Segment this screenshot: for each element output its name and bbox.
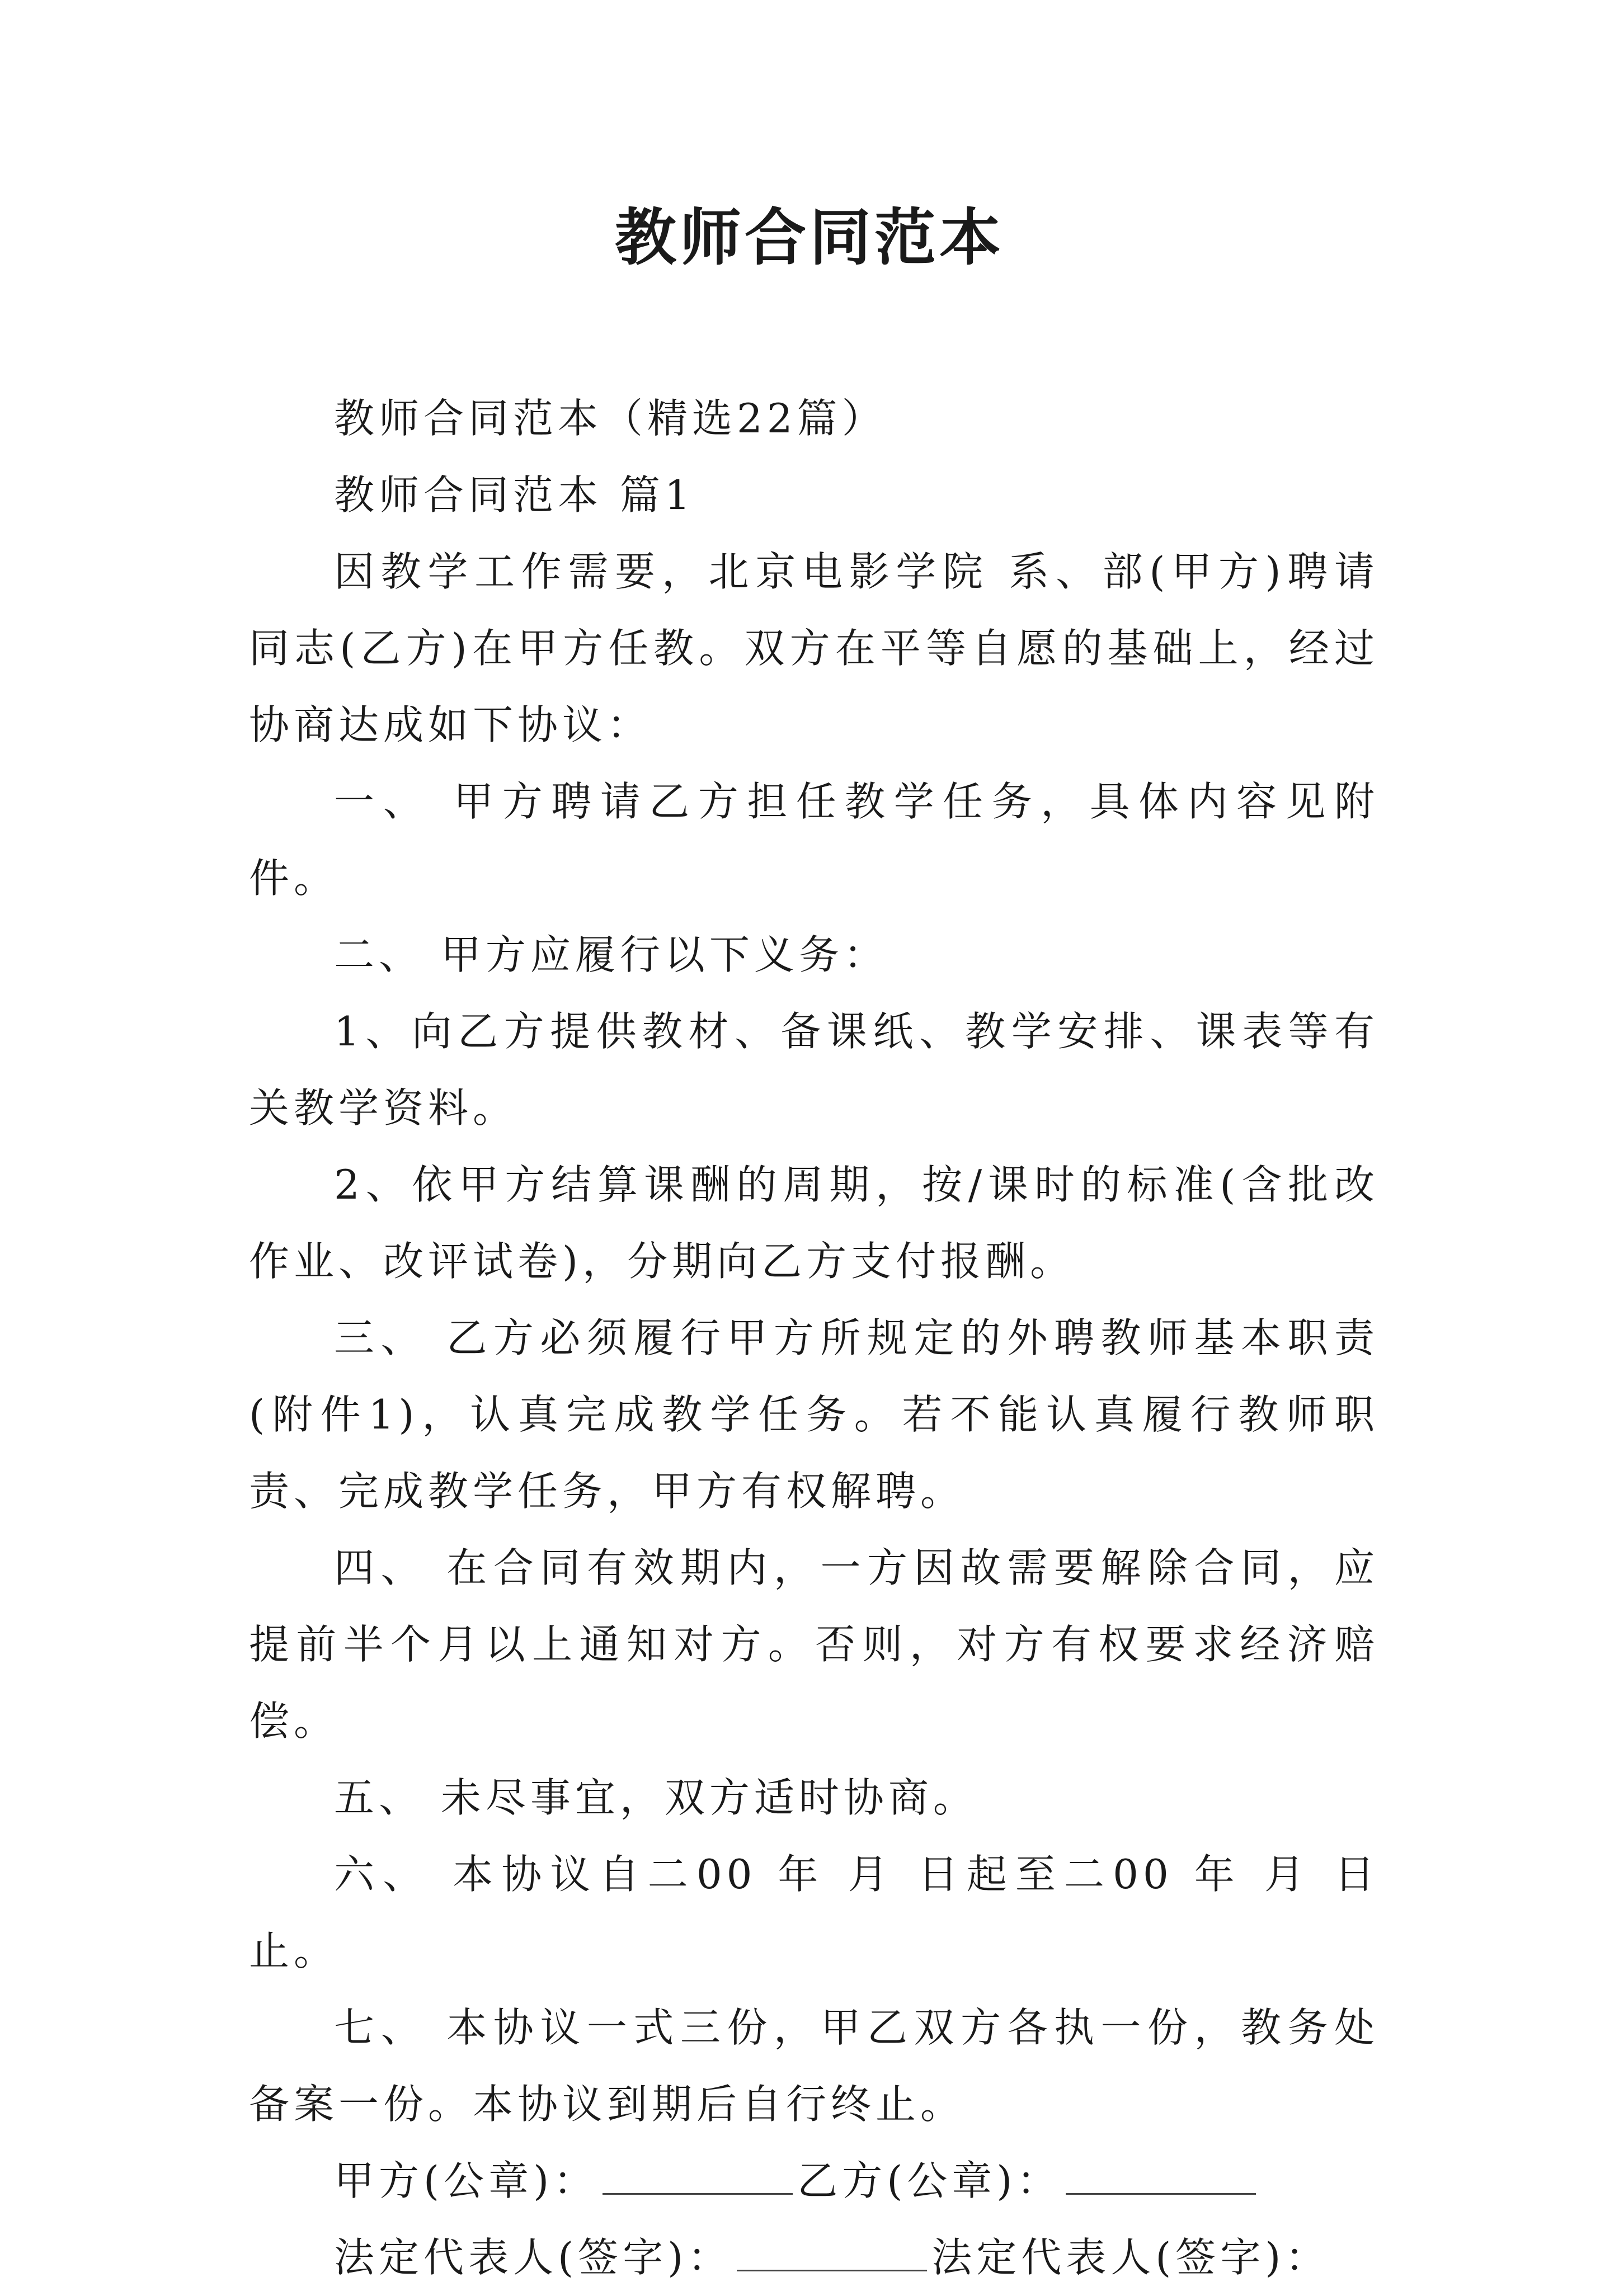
party-b-seal-label: 乙方(公章)： (797, 2157, 1062, 2204)
paragraph: 因教学工作需要，北京电影学院 系、部(甲方)聘请 同志(乙方)在甲方任教。双方在平等自愿的基础上，经过协商达成如下协议： (249, 548, 1396, 748)
paragraph: 七、 本协议一式三份，甲乙双方各执一份，教务处备案一份。本协议到期后自行终止。 (249, 2004, 1379, 2128)
party-a-seal-blank (603, 2160, 793, 2195)
paragraph: 教师合同范本（精选22篇） (334, 395, 887, 442)
seal-line (249, 2143, 1379, 2219)
party-b-seal-blank (1066, 2160, 1256, 2195)
paragraph: 二、 甲方应履行以下义务： (334, 931, 888, 978)
paragraph: 六、 本协议自二00 年 月 日起至二00 年 月 日止。 (249, 1851, 1379, 1974)
document-body (249, 380, 1396, 2296)
representative-line (249, 2219, 1379, 2296)
paragraph: 四、 在合同有效期内，一方因故需要解除合同，应提前半个月以上通知对方。否则，对方有权要求经济赔偿。 (249, 1544, 1379, 1745)
paragraph: 五、 未尽事宜，双方适时协商。 (334, 1774, 978, 1821)
paragraph: 一、 甲方聘请乙方担任教学任务，具体内容见附件。 (249, 778, 1379, 902)
paragraph: 1、向乙方提供教材、备课纸、教学安排、课表等有关教学资料。 (249, 1008, 1379, 1132)
rep-b-label: 法定代表人(签字)： (931, 2234, 1330, 2281)
paragraph: 2、依甲方结算课酬的周期，按/课时的标准(含批改作业、改评试卷)，分期向乙方支付报酬。 (249, 1161, 1379, 1285)
paragraph: 三、 乙方必须履行甲方所规定的外聘教师基本职责(附件1)，认真完成教学任务。若不能认真履行教师职责、完成教学任务，甲方有权解聘。 (249, 1314, 1379, 1515)
rep-a-blank (737, 2236, 927, 2271)
party-a-seal-label: 甲方(公章)： (334, 2157, 599, 2204)
document-title: 教师合同范本 (615, 202, 1004, 274)
rep-a-label: 法定代表人(签字)： (334, 2234, 733, 2281)
paragraph: 教师合同范本 篇1 (334, 472, 695, 518)
